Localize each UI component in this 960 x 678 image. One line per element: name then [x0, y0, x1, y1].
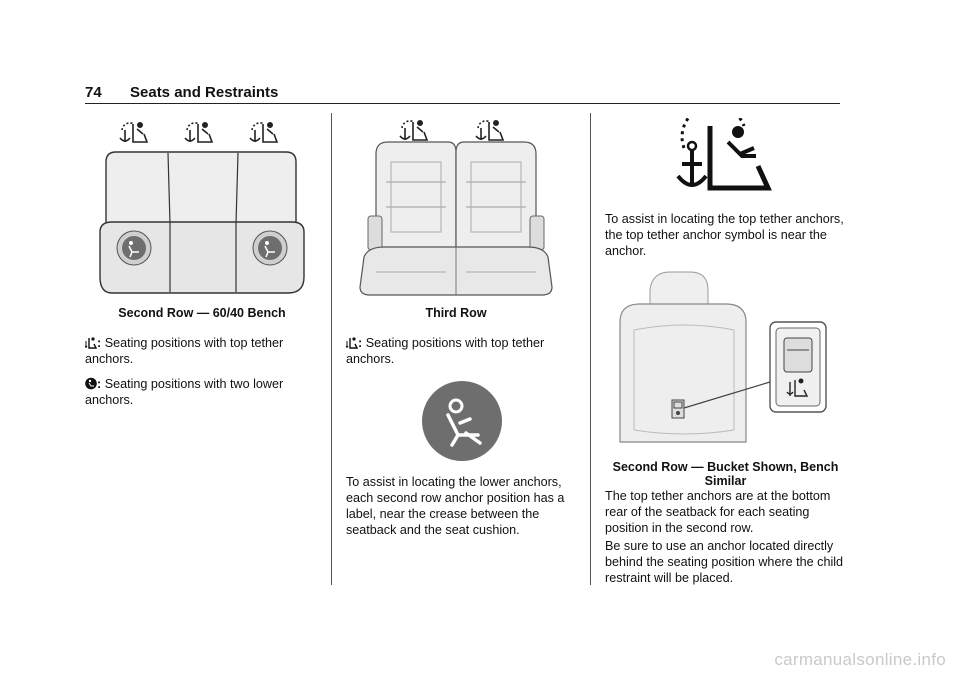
figure-second-row-bench	[92, 112, 312, 302]
lower-anchor-badge-icon	[253, 231, 287, 265]
top-tether-icon	[476, 121, 503, 140]
header-divider	[85, 103, 840, 104]
figure-second-row-bucket	[612, 270, 836, 448]
top-tether-paragraph: To assist in locating the top tether anchors, the top tether anchor symbol is near the anchor.	[605, 212, 844, 258]
legend-text: Seating positions with two lower anchors.	[85, 377, 284, 407]
lower-anchor-paragraph: To assist in locating the lower anchors, each second row anchor position has a label, near the crease between the seatback and the seat cushion.	[346, 475, 565, 537]
column-divider-right	[590, 113, 591, 585]
lower-anchor-icon	[85, 377, 97, 390]
lower-anchor-badge-icon	[117, 231, 151, 265]
lower-anchor-symbol	[420, 379, 504, 463]
top-tether-icon	[120, 123, 147, 142]
seatback	[106, 152, 296, 224]
seatback-right	[456, 142, 536, 252]
section-title: Seats and Restraints	[130, 84, 279, 101]
legend-text: Seating positions with top tether anchors.	[85, 336, 284, 366]
top-tether-icon	[670, 118, 774, 198]
legend-top-tether	[346, 335, 578, 367]
legend-lower-anchors	[85, 376, 320, 408]
legend-text: Seating positions with top tether anchors.	[346, 336, 545, 366]
page-number: 74	[85, 84, 102, 101]
paragraph-anchor-placement: Be sure to use an anchor located directly behind the seating position where the child restraint will be placed.	[605, 539, 844, 585]
top-tether-icon	[85, 336, 97, 349]
figure-third-row	[356, 112, 556, 302]
top-tether-icon	[400, 121, 427, 140]
legend-symbol-label: :	[358, 336, 363, 350]
top-tether-icon	[185, 123, 212, 142]
legend-top-tether	[85, 335, 320, 367]
watermark: carmanualsonline.info	[774, 650, 946, 669]
figure-caption: Second Row — 60/40 Bench	[118, 306, 286, 320]
figure-caption: Third Row	[425, 306, 487, 320]
top-tether-anchor-symbol	[670, 118, 774, 198]
column-divider-left	[331, 113, 332, 585]
legend-symbol-label: :	[97, 377, 102, 391]
top-tether-icon	[250, 123, 277, 142]
legend-symbol-label: :	[97, 336, 102, 350]
seatback-left	[376, 142, 456, 252]
top-tether-icon	[346, 336, 358, 349]
figure-caption: Second Row — Bucket Shown, Bench Similar	[612, 460, 839, 488]
paragraph-top-tether-location: The top tether anchors are at the bottom rear of the seatback for each seating position in the second row.	[605, 489, 831, 535]
